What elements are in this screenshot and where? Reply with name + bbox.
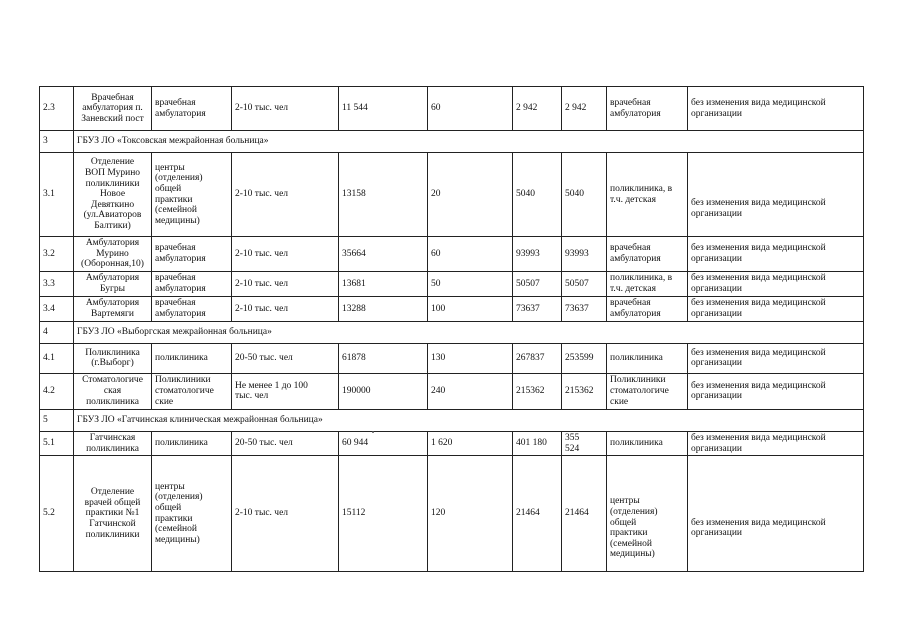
value-col8: 21464	[562, 456, 607, 572]
value-col6: 120	[428, 456, 513, 572]
facility-name: Стоматологиче ская поликлиника	[74, 373, 152, 409]
row-number: 5.1	[40, 431, 74, 455]
row-number: 3.3	[40, 271, 74, 296]
value-col5: 15112	[339, 456, 428, 572]
note: без изменения вида медицинской организации	[688, 87, 864, 131]
value-col7: 21464	[513, 456, 562, 572]
value-col5: 11 544	[339, 87, 428, 131]
row-number: 3.2	[40, 237, 74, 272]
table-row	[40, 431, 864, 455]
note: без изменения вида медицинской организации	[688, 296, 864, 321]
value-col8: 5040	[562, 153, 607, 237]
facility-type: центры (отделения) общей практики (семейной медицины)	[152, 456, 232, 572]
section-row	[40, 131, 864, 153]
table-row	[40, 456, 864, 572]
value-col7: 267837	[513, 343, 562, 373]
facility-type: Поликлиники стоматологиче ские	[152, 373, 232, 409]
population-range: 2-10 тыс. чел	[232, 456, 339, 572]
note: без изменения вида медицинской организации	[688, 153, 864, 237]
population-range: 2-10 тыс. чел	[232, 237, 339, 272]
population-range: 20-50 тыс. чел	[232, 431, 339, 455]
value-col5: 60 944	[339, 431, 428, 455]
population-range: 2-10 тыс. чел	[232, 87, 339, 131]
facility-type: поликлиника	[152, 431, 232, 455]
value-col8: 215362	[562, 373, 607, 409]
new-facility-type: Поликлиники стоматологиче ские	[607, 373, 688, 409]
value-col6: 1 620	[428, 431, 513, 455]
value-col6: 100	[428, 296, 513, 321]
row-number: 5.2	[40, 456, 74, 572]
value-col7: 73637	[513, 296, 562, 321]
value-col8: 50507	[562, 271, 607, 296]
new-facility-type: врачебная амбулатория	[607, 87, 688, 131]
value-col5: 61878	[339, 343, 428, 373]
value-col8: 355 524	[562, 431, 607, 455]
value-col6: 60	[428, 237, 513, 272]
table-row	[40, 87, 864, 131]
new-facility-type: врачебная амбулатория	[607, 296, 688, 321]
section-number: 3	[40, 131, 74, 153]
note: без изменения вида медицинской организации	[688, 343, 864, 373]
table-row	[40, 237, 864, 272]
value-col5: 13681	[339, 271, 428, 296]
value-col5: 35664	[339, 237, 428, 272]
population-range: 20-50 тыс. чел	[232, 343, 339, 373]
table-row	[40, 373, 864, 409]
facilities-table	[39, 86, 864, 572]
facility-type: врачебная амбулатория	[152, 271, 232, 296]
facility-name: Амбулатория Мурино (Оборонная,10)	[74, 237, 152, 272]
facility-type: врачебная амбулатория	[152, 237, 232, 272]
new-facility-type: центры (отделения) общей практики (семейной медицины)	[607, 456, 688, 572]
population-range: 2-10 тыс. чел	[232, 271, 339, 296]
section-title: ГБУЗ ЛО «Выборгская межрайонная больница»	[74, 321, 864, 343]
new-facility-type: поликлиника, в т.ч. детская	[607, 271, 688, 296]
facility-name: Врачебная амбулатория п. Заневский пост	[74, 87, 152, 131]
value-col5: 13158	[339, 153, 428, 237]
value-col8: 2 942	[562, 87, 607, 131]
value-col8: 93993	[562, 237, 607, 272]
value-col7: 2 942	[513, 87, 562, 131]
facility-name: Поликлиника (г.Выборг)	[74, 343, 152, 373]
facility-type: врачебная амбулатория	[152, 87, 232, 131]
facility-name: Амбулатория Бугры	[74, 271, 152, 296]
note: без изменения вида медицинской организации	[688, 456, 864, 572]
value-col7: 93993	[513, 237, 562, 272]
value-col5: 13288	[339, 296, 428, 321]
row-number: 4.2	[40, 373, 74, 409]
table-row	[40, 296, 864, 321]
section-number: 4	[40, 321, 74, 343]
section-title: ГБУЗ ЛО «Токсовская межрайонная больница»	[74, 131, 864, 153]
scan-speck	[372, 431, 374, 433]
row-number: 3.4	[40, 296, 74, 321]
value-col7: 401 180	[513, 431, 562, 455]
population-range: 2-10 тыс. чел	[232, 153, 339, 237]
new-facility-type: поликлиника	[607, 431, 688, 455]
table-row	[40, 343, 864, 373]
new-facility-type: поликлиника, в т.ч. детская	[607, 153, 688, 237]
note: без изменения вида медицинской организации	[688, 373, 864, 409]
value-col6: 60	[428, 87, 513, 131]
value-col6: 240	[428, 373, 513, 409]
facility-type: поликлиника	[152, 343, 232, 373]
table-row	[40, 271, 864, 296]
value-col7: 50507	[513, 271, 562, 296]
section-row	[40, 409, 864, 431]
section-title: ГБУЗ ЛО «Гатчинская клиническая межрайонная больница»	[74, 409, 864, 431]
new-facility-type: врачебная амбулатория	[607, 237, 688, 272]
value-col6: 20	[428, 153, 513, 237]
row-number: 2.3	[40, 87, 74, 131]
value-col6: 50	[428, 271, 513, 296]
value-col5: 190000	[339, 373, 428, 409]
value-col6: 130	[428, 343, 513, 373]
value-col7: 215362	[513, 373, 562, 409]
section-row	[40, 321, 864, 343]
facility-type: врачебная амбулатория	[152, 296, 232, 321]
new-facility-type: поликлиника	[607, 343, 688, 373]
note: без изменения вида медицинской организации	[688, 271, 864, 296]
row-number: 4.1	[40, 343, 74, 373]
row-number: 3.1	[40, 153, 74, 237]
value-col8: 73637	[562, 296, 607, 321]
value-col7: 5040	[513, 153, 562, 237]
note: без изменения вида медицинской организации	[688, 431, 864, 455]
facility-name: Амбулатория Вартемяги	[74, 296, 152, 321]
population-range: 2-10 тыс. чел	[232, 296, 339, 321]
table-row	[40, 153, 864, 237]
facility-name: Отделение ВОП Мурино поликлиники Новое Девяткино (ул.Авиаторов Балтики)	[74, 153, 152, 237]
note: без изменения вида медицинской организации	[688, 237, 864, 272]
facility-name: Гатчинская поликлиника	[74, 431, 152, 455]
population-range: Не менее 1 до 100 тыс. чел	[232, 373, 339, 409]
value-col8: 253599	[562, 343, 607, 373]
facility-name: Отделение врачей общей практики №1 Гатчинской поликлиники	[74, 456, 152, 572]
section-number: 5	[40, 409, 74, 431]
facility-type: центры (отделения) общей практики (семейной медицины)	[152, 153, 232, 237]
